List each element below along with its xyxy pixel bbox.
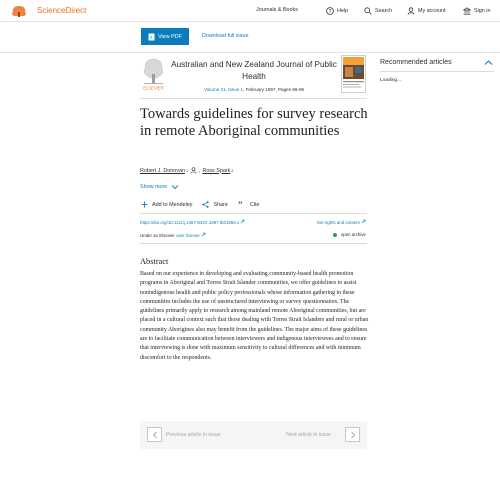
share-icon <box>202 201 209 208</box>
download-full-issue-link[interactable]: Download full issue <box>202 33 249 39</box>
nav-help-label: Help <box>337 8 349 14</box>
author-affiliation-sup[interactable]: 2 <box>231 168 234 173</box>
open-access-dot-icon <box>333 233 337 237</box>
external-link-icon <box>361 219 366 224</box>
external-link-icon <box>240 219 245 224</box>
share-button[interactable] <box>202 201 227 208</box>
nav-search-label: Search <box>375 8 393 14</box>
recommended-loading: Loading... <box>380 78 402 83</box>
open-archive-label: open archive <box>340 232 366 237</box>
mendeley-label: Add to Mendeley <box>152 201 193 208</box>
abstract-heading: Abstract <box>140 257 169 266</box>
user-icon <box>407 7 415 15</box>
get-rights-link[interactable] <box>317 219 366 225</box>
article-pager <box>140 421 367 449</box>
open-archive-badge <box>333 232 366 237</box>
doi-link[interactable] <box>140 219 245 225</box>
next-article-label[interactable]: Next article in issue <box>286 432 331 438</box>
share-label: Share <box>213 201 228 208</box>
divider <box>140 98 367 99</box>
nav-help[interactable] <box>326 7 348 15</box>
article-toolbar <box>0 23 500 53</box>
nav-journals-books[interactable] <box>256 7 298 13</box>
chevron-down-icon <box>171 184 179 190</box>
brand-name[interactable]: ScienceDirect <box>37 6 87 15</box>
plus-icon <box>141 201 148 208</box>
external-link-icon <box>201 232 206 237</box>
divider <box>140 243 367 244</box>
nav-journals-label: Journals & Books <box>256 7 298 13</box>
help-icon <box>326 7 334 15</box>
license-prefix: Under an Elsevier <box>140 233 177 238</box>
author-affiliation-sup[interactable]: 1 <box>185 168 188 173</box>
nav-search[interactable] <box>364 7 392 15</box>
nav-my-account[interactable] <box>407 7 446 15</box>
author-name[interactable]: Robert J. Donovan <box>140 167 185 174</box>
cite-label: Cite <box>249 201 260 208</box>
recommended-articles-title: Recommended articles <box>380 59 452 66</box>
search-icon <box>364 7 372 15</box>
date-pages: , February 1997, Pages 86-95 <box>243 87 305 92</box>
person-icon[interactable] <box>190 167 197 174</box>
nav-signin-label: Sign in <box>474 8 491 14</box>
nav-account-label: My account <box>418 8 446 14</box>
volume-issue-link[interactable]: Volume 21, Issue 1 <box>203 87 244 92</box>
abstract-text: Based on our experience in developing and evaluating community-based health promotion programs in Aboriginal and Torres Strait Islander communities, we offer guidelines to assist nonindigenous health and public policy professionals whose information gathering in these communities includes the use of unstructured interviewing or survey questionnaires. The guidelines primarily apply to research among mainland remote Aboriginal communities, but are placed in a cultural context such that those dealing with Torres Strait Islanders and rural or urban community Aborigines also may benefit from the guidelines. The major aims of these guidelines are to facilitate communication between interviewers and indigenous interviewees and to ensure that interviewing is done with maximum sensitivity to cultural differences and with minimum discomfort to the respondents. <box>140 271 369 361</box>
license-info <box>140 232 206 238</box>
quote-icon <box>238 201 246 208</box>
add-to-mendeley-button[interactable] <box>141 201 192 208</box>
show-more-label: Show more <box>140 184 168 190</box>
elsevier-publisher-logo[interactable] <box>140 56 167 92</box>
elsevier-wordmark: ELSEVIER <box>143 85 164 91</box>
chevron-up-icon[interactable] <box>484 59 493 66</box>
cite-button[interactable] <box>238 201 260 208</box>
previous-article-label[interactable]: Previous article in issue <box>166 432 221 438</box>
svg-text:”: ” <box>237 201 243 208</box>
divider <box>140 213 367 214</box>
author-separator: , <box>198 167 201 174</box>
journal-cover-thumbnail[interactable] <box>341 55 366 93</box>
divider <box>380 71 494 72</box>
doi-text: https://doi.org/10.1111/j.1467-842X.1997.tb01666.x <box>140 220 240 225</box>
chevron-right-icon <box>350 431 356 439</box>
article-title: Towards guidelines for survey research in remote Aboriginal communities <box>140 106 368 139</box>
svg-text:?: ? <box>328 8 332 15</box>
elsevier-tree-logo-icon[interactable] <box>6 4 32 18</box>
show-more-toggle[interactable] <box>140 184 179 190</box>
nav-sign-in[interactable] <box>463 7 490 15</box>
previous-article-button[interactable] <box>147 427 162 442</box>
rights-text: Get rights and content <box>316 220 360 225</box>
top-header <box>0 0 500 22</box>
user-license-link[interactable]: user license <box>176 233 200 238</box>
view-pdf-button[interactable] <box>141 28 189 45</box>
author-name[interactable]: Ross Spark <box>202 167 231 174</box>
journal-title[interactable]: Australian and New Zealand Journal of Public Health <box>171 60 337 81</box>
article-actions <box>141 201 269 208</box>
journal-issue-info <box>169 87 339 92</box>
chevron-left-icon <box>152 431 158 439</box>
institution-icon <box>463 7 471 15</box>
svg-text:P: P <box>150 35 153 40</box>
next-article-button[interactable] <box>345 427 360 442</box>
author-list <box>140 167 233 174</box>
view-pdf-label: View PDF <box>158 33 182 40</box>
pdf-icon <box>148 33 155 41</box>
